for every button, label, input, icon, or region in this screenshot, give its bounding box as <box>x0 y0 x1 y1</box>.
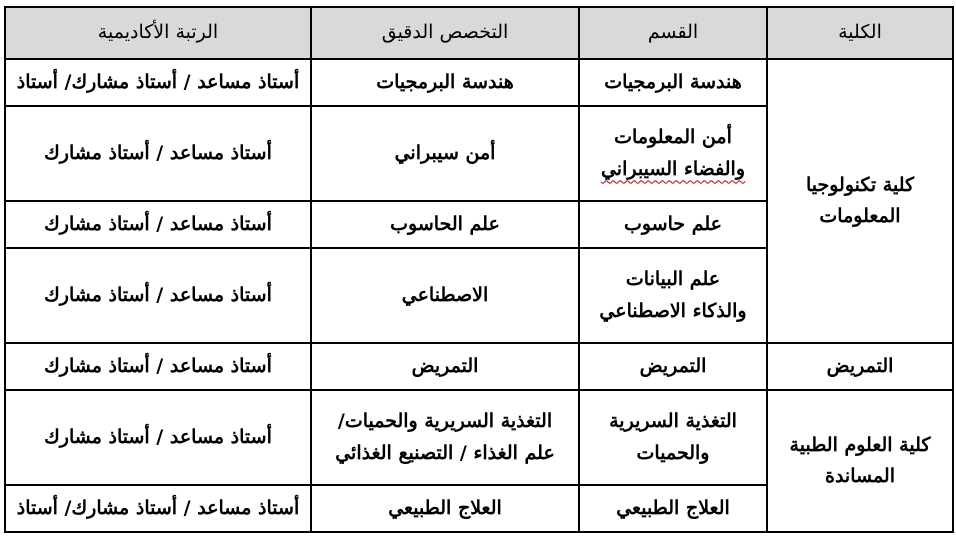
specialization-cell <box>311 248 579 343</box>
rank-text: أستاذ مساعد / أستاذ مشارك <box>44 283 272 306</box>
specialization-text: علم الحاسوب <box>390 212 500 235</box>
header-college: الكلية <box>767 7 953 59</box>
college-cell-medical <box>767 390 953 532</box>
department-text: علم البيانات <box>625 268 721 291</box>
college-cell-it <box>767 59 953 343</box>
department-cell <box>579 390 767 485</box>
college-name-line1: كلية العلوم الطبية <box>789 433 931 456</box>
college-name-line1: كلية تكنولوجيا <box>805 173 915 196</box>
department-text-line2: والحميات <box>636 441 710 464</box>
specialization-cell <box>311 390 579 485</box>
department-text: التمريض <box>639 354 707 377</box>
college-name: التمريض <box>826 354 894 377</box>
faculty-table <box>4 6 954 533</box>
department-cell <box>579 248 767 343</box>
specialization-cell <box>311 343 579 390</box>
table-row <box>5 390 953 485</box>
specialization-cell <box>311 106 579 201</box>
header-row <box>5 7 953 59</box>
department-text-line2: والذكاء الاصطناعي <box>599 299 747 322</box>
specialization-text: الاصطناعي <box>401 283 489 306</box>
department-text: أمن المعلومات <box>614 126 732 149</box>
college-name-line2: المساندة <box>824 465 895 487</box>
rank-cell <box>5 106 311 201</box>
department-text: التغذية السريرية <box>609 410 737 433</box>
header-department: القسم <box>579 7 767 59</box>
rank-cell <box>5 248 311 343</box>
department-cell <box>579 59 767 106</box>
rank-cell <box>5 485 311 532</box>
rank-cell <box>5 390 311 485</box>
department-cell <box>579 106 767 201</box>
header-rank: الرتبة الأكاديمية <box>5 7 311 59</box>
department-text: العلاج الطبيعي <box>616 496 730 519</box>
header-specialization: التخصص الدقيق <box>311 7 579 59</box>
department-text: علم حاسوب <box>623 212 723 235</box>
specialization-cell <box>311 485 579 532</box>
rank-text: أستاذ مساعد / أستاذ مشارك <box>44 212 272 235</box>
rank-text: أستاذ مساعد / أستاذ مشارك <box>44 141 272 164</box>
department-text-line2: والفضاء السيبراني <box>600 157 746 180</box>
department-text: هندسة البرمجيات <box>604 70 742 93</box>
specialization-text: التمريض <box>411 354 479 377</box>
specialization-text: هندسة البرمجيات <box>376 70 514 93</box>
rank-text: أستاذ مساعد / أستاذ مشارك <box>44 425 272 448</box>
rank-text: أستاذ مساعد / أستاذ مشارك <box>44 354 272 377</box>
specialization-text: العلاج الطبيعي <box>388 496 502 519</box>
department-cell <box>579 201 767 248</box>
rank-cell <box>5 343 311 390</box>
rank-text: أستاذ مساعد / أستاذ مشارك/ أستاذ <box>16 70 300 93</box>
specialization-cell <box>311 201 579 248</box>
specialization-text: التغذية السريرية والحميات/ <box>337 410 553 433</box>
department-cell <box>579 485 767 532</box>
table-row <box>5 59 953 106</box>
specialization-text-line2: علم الغذاء / التصنيع الغذائي <box>335 441 555 464</box>
college-cell-nursing <box>767 343 953 390</box>
specialization-cell <box>311 59 579 106</box>
college-name-line2: المعلومات <box>819 205 901 227</box>
table-row <box>5 343 953 390</box>
specialization-text: أمن سيبراني <box>394 141 496 164</box>
rank-cell <box>5 201 311 248</box>
rank-text: أستاذ مساعد / أستاذ مشارك/ أستاذ <box>16 496 300 519</box>
department-cell <box>579 343 767 390</box>
rank-cell <box>5 59 311 106</box>
